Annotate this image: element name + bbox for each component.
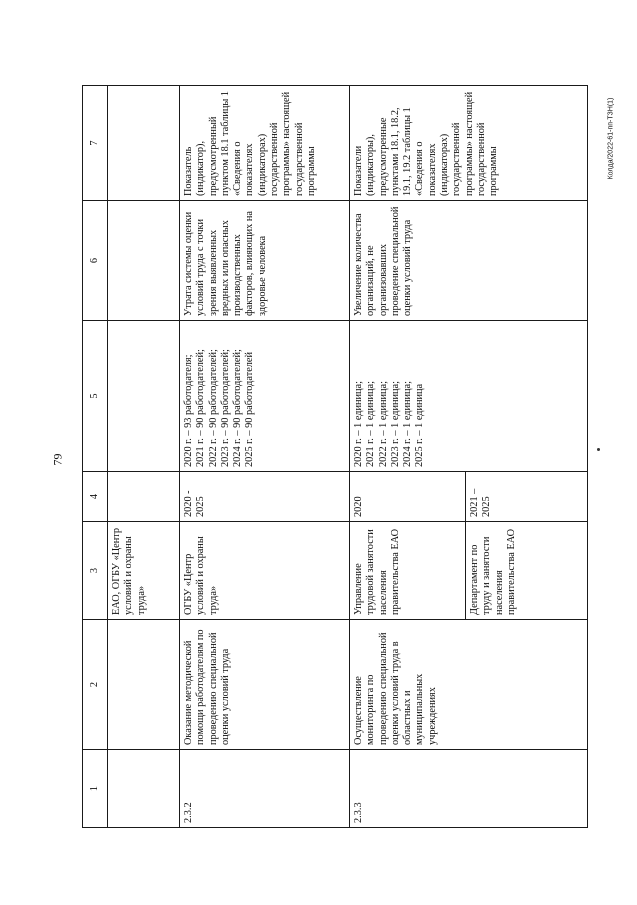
result-line: 2025 г. – 1 единица [414,383,426,467]
result-line: 2020 г. – 93 работодателя; [183,354,194,467]
executor-part-1: Управление трудовой занятости населения правительства ЕАО [353,528,401,615]
cell-consequences [108,201,180,321]
cell-num: 2.3.3 [350,750,588,828]
table-rotated-wrapper [82,86,588,828]
cell-results [350,321,588,472]
result-line: 2023 г. – 1 единица; [389,381,401,467]
table-row-2-3-3 [350,86,588,828]
cell-num [108,750,180,828]
result-line: 2024 г. – 90 работодателей; [232,349,244,467]
cell-indicator: Показатели (индикаторы), предусмотренные пунктами 18.1, 18.2, 19.1, 19.2 таблицы 1 «Сведения о показателях (индикаторах) государственной программы» настоящей государственной программы [350,86,588,201]
cell-period: 2020 - 2025 [180,472,350,522]
table-row-continued [108,86,180,828]
cell-executor [350,522,588,620]
margin-dot [597,448,600,451]
header-col-1: 1 [83,750,108,828]
header-col-2: 2 [83,620,108,750]
header-col-6: 6 [83,201,108,321]
cell-name [108,620,180,750]
cell-period [350,472,588,522]
cell-name: Оказание методической помощи работодателям по проведению специальной оценки условий труда [180,620,350,750]
executor-part-2: Департамент по труду и занятости населения правительства ЕАО [465,522,587,619]
result-line: 2024 г. – 1 единица; [402,381,414,467]
document-code: Колда/2022-61-пп-ТЗН(1) [607,97,615,180]
cell-indicator: Показатель (индикатор), предусмотренный пунктом 18.1 таблицы 1 «Сведения о показателях (индикаторах) государственной программы» настоящей государственной программы [180,86,350,201]
cell-results [180,321,350,472]
result-line: 2021 г. – 1 единица; [365,381,377,467]
header-row [83,86,108,828]
cell-period [108,472,180,522]
result-line: 2020 г. – 1 единица; [353,381,364,467]
result-line: 2023 г. – 90 работодателей; [219,349,231,467]
cell-indicator [108,86,180,201]
header-col-3: 3 [83,522,108,620]
result-line: 2022 г. – 1 единица; [377,381,389,467]
header-col-4: 4 [83,472,108,522]
header-col-5: 5 [83,321,108,472]
result-line: 2022 г. – 90 работодателей; [207,349,219,467]
result-line: 2025 г. – 90 работодателей [244,352,256,467]
cell-name: Осуществление мониторинга по проведению специальной оценки условий труда в областных и муниципальных учреждениях [350,620,588,750]
cell-results [108,321,180,472]
program-activities-table [82,85,588,828]
cell-executor: ЕАО, ОГБУ «Центр условий и охраны труда» [108,522,180,620]
result-line: 2021 г. – 90 работодателей; [195,349,207,467]
period-part-1: 2020 [353,496,364,517]
header-col-7: 7 [83,86,108,201]
cell-consequences: Увеличение количества организаций, не организовавших проведение специальной оценки условий труда [350,201,588,321]
cell-executor: ОГБУ «Центр условий и охраны труда» [180,522,350,620]
cell-num: 2.3.2 [180,750,350,828]
cell-consequences: Утрата системы оценки условий труда с точки зрения выявленных вредных или опасных производственных факторов, влияющих на здоровье человека [180,201,350,321]
page-number: 79 [50,453,65,466]
period-part-2: 2021 – 2025 [465,472,587,521]
table-row-2-3-2 [180,86,350,828]
